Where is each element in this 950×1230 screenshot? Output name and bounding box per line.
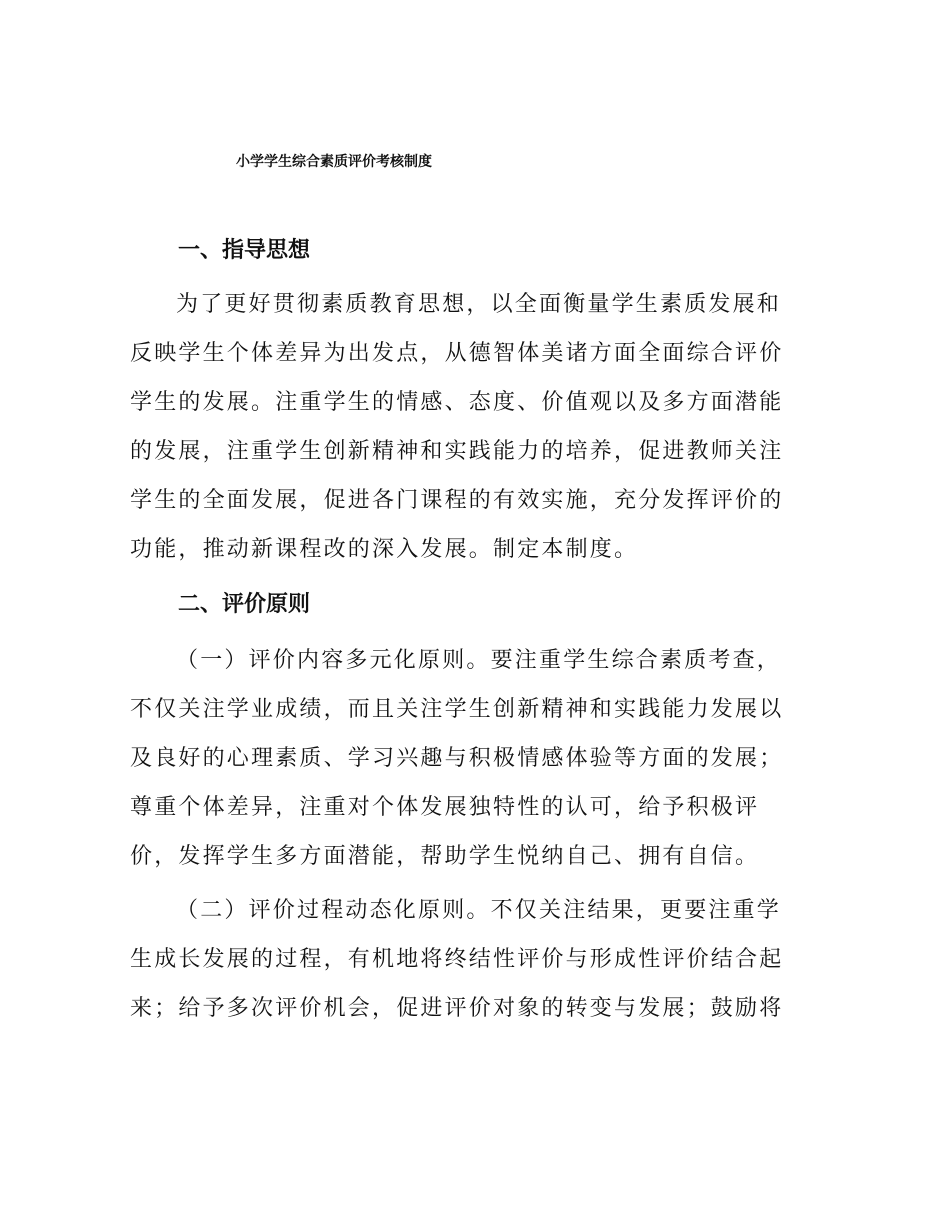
document-title: 小学学生综合素质评价考核制度 — [236, 154, 432, 170]
paragraph-line: 生成长发展的过程，有机地将终结性评价与形成性评价结合起 — [130, 947, 784, 972]
paragraph-line: 及良好的心理素质、学习兴趣与积极情感体验等方面的发展； — [130, 746, 784, 771]
paragraph-line: 反映学生个体差异为出发点，从德智体美诸方面全面综合评价 — [130, 341, 784, 366]
paragraph-line: 价，发挥学生多方面潜能，帮助学生悦纳自己、拥有自信。 — [130, 844, 760, 869]
paragraph-line: 的发展，注重学生创新精神和实践能力的培养，促进教师关注 — [130, 439, 784, 464]
paragraph-line: 来；给予多次评价机会，促进评价对象的转变与发展；鼓励将 — [130, 996, 784, 1021]
section-heading-guiding-thought: 一、指导思想 — [178, 238, 311, 263]
paragraph-line: 学生的发展。注重学生的情感、态度、价值观以及多方面潜能 — [130, 390, 784, 415]
paragraph-line: 为了更好贯彻素质教育思想，以全面衡量学生素质发展和 — [176, 292, 782, 317]
paragraph-line: （一）评价内容多元化原则。要注重学生综合素质考查， — [176, 648, 782, 673]
paragraph-line: 不仅关注学业成绩，而且关注学生创新精神和实践能力发展以 — [130, 697, 784, 722]
paragraph-line: 尊重个体差异，注重对个体发展独特性的认可，给予积极评 — [130, 795, 760, 820]
paragraph-line: 功能，推动新课程改的深入发展。制定本制度。 — [130, 537, 639, 562]
paragraph-line: 学生的全面发展，促进各门课程的有效实施，充分发挥评价的 — [130, 488, 784, 513]
section-heading-evaluation-principles: 二、评价原则 — [178, 592, 311, 617]
paragraph-line: （二）评价过程动态化原则。不仅关注结果，更要注重学 — [176, 898, 782, 923]
